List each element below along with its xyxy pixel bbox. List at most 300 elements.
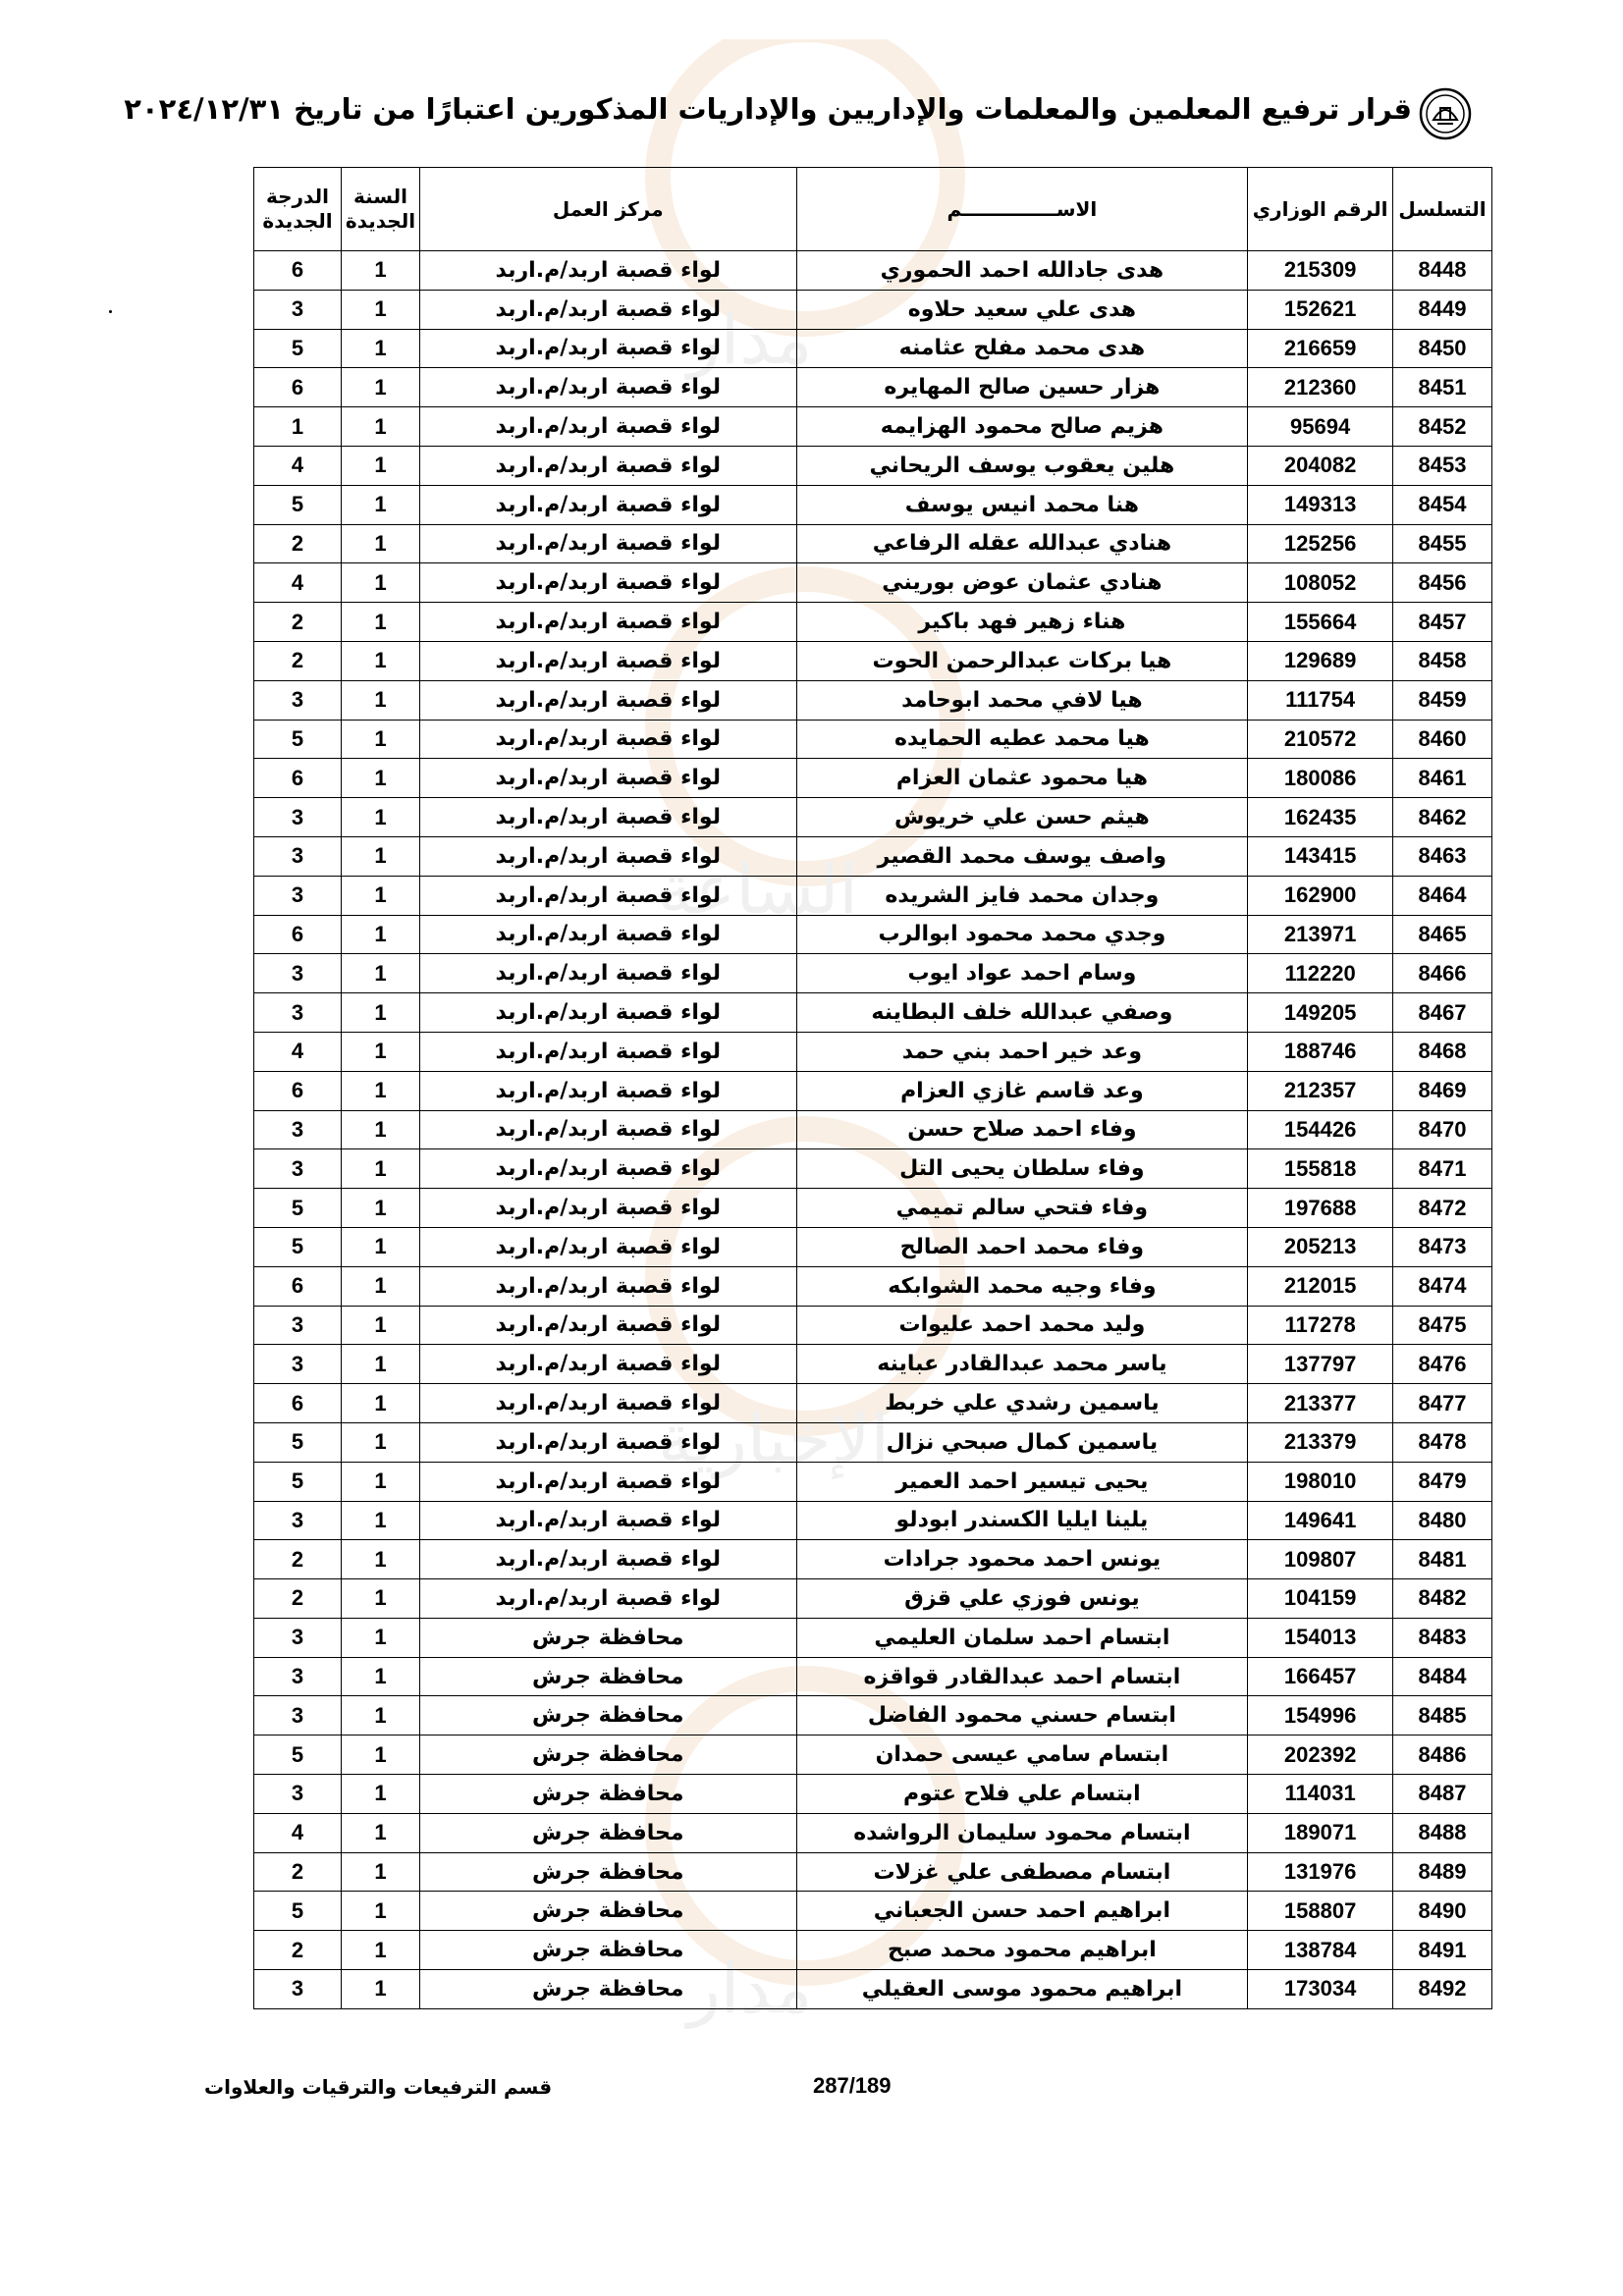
serial-cell: 8464 — [1393, 876, 1492, 915]
table-row — [254, 836, 1492, 876]
serial-cell: 8465 — [1393, 915, 1492, 954]
watermark-text-2: الساعة — [658, 849, 858, 930]
name-cell: هنادي عبدالله عقله الرفاعي — [796, 524, 1248, 563]
serial-cell: 8485 — [1393, 1696, 1492, 1735]
new-grade-cell: 5 — [254, 1227, 342, 1266]
new-grade-cell: 2 — [254, 1852, 342, 1892]
work-center-cell: محافظة جرش — [419, 1775, 796, 1814]
serial-cell: 8472 — [1393, 1189, 1492, 1228]
new-grade-cell: 3 — [254, 1501, 342, 1540]
table-row — [254, 1422, 1492, 1462]
new-grade-cell: 4 — [254, 446, 342, 485]
table-row — [254, 1345, 1492, 1384]
new-grade-cell: 1 — [254, 407, 342, 447]
new-year-cell: 1 — [342, 446, 420, 485]
new-year-cell: 1 — [342, 1813, 420, 1852]
serial-cell: 8459 — [1393, 680, 1492, 720]
table-body — [254, 251, 1492, 2009]
name-cell: وعد خير احمد بني حمد — [796, 1032, 1248, 1071]
ministry-number-cell: 197688 — [1248, 1189, 1393, 1228]
table-row — [254, 1501, 1492, 1540]
new-year-cell: 1 — [342, 641, 420, 680]
serial-cell: 8460 — [1393, 720, 1492, 759]
serial-cell: 8473 — [1393, 1227, 1492, 1266]
new-grade-cell: 2 — [254, 641, 342, 680]
new-year-cell: 1 — [342, 720, 420, 759]
name-cell: ابراهيم محمود محمد صبح — [796, 1931, 1248, 1970]
ministry-number-cell: 95694 — [1248, 407, 1393, 447]
ministry-number-cell: 137797 — [1248, 1345, 1393, 1384]
new-year-cell: 1 — [342, 603, 420, 642]
work-center-cell: لواء قصبة اربد/م.اربد — [419, 1149, 796, 1189]
table-row — [254, 1696, 1492, 1735]
name-cell: هيثم حسن علي خريوش — [796, 798, 1248, 837]
watermark-text-4: مدار — [687, 1949, 813, 2029]
work-center-cell: لواء قصبة اربد/م.اربد — [419, 1306, 796, 1345]
new-year-cell: 1 — [342, 1032, 420, 1071]
serial-cell: 8480 — [1393, 1501, 1492, 1540]
new-grade-cell: 3 — [254, 954, 342, 993]
new-year-cell: 1 — [342, 524, 420, 563]
new-grade-cell: 3 — [254, 1775, 342, 1814]
new-grade-cell: 5 — [254, 1735, 342, 1775]
margin-dot — [109, 310, 112, 313]
serial-cell: 8462 — [1393, 798, 1492, 837]
work-center-cell: محافظة جرش — [419, 1931, 796, 1970]
new-year-cell: 1 — [342, 1501, 420, 1540]
name-cell: ياسر محمد عبدالقادر عباينه — [796, 1345, 1248, 1384]
table-row — [254, 759, 1492, 798]
serial-cell: 8484 — [1393, 1657, 1492, 1696]
new-grade-cell: 5 — [254, 720, 342, 759]
table-header — [254, 168, 1492, 251]
new-grade-cell: 3 — [254, 1970, 342, 2009]
name-cell: هيا محمود عثمان العزام — [796, 759, 1248, 798]
ministry-number-cell: 166457 — [1248, 1657, 1393, 1696]
serial-cell: 8478 — [1393, 1422, 1492, 1462]
work-center-cell: محافظة جرش — [419, 1735, 796, 1775]
new-year-cell: 1 — [342, 329, 420, 368]
work-center-cell: لواء قصبة اربد/م.اربد — [419, 1422, 796, 1462]
table-row — [254, 680, 1492, 720]
table-row — [254, 1384, 1492, 1423]
name-cell: وفاء وجيه محمد الشوابكه — [796, 1266, 1248, 1306]
serial-cell: 8470 — [1393, 1110, 1492, 1149]
work-center-cell: محافظة جرش — [419, 1852, 796, 1892]
new-year-cell: 1 — [342, 1189, 420, 1228]
new-grade-cell: 4 — [254, 1813, 342, 1852]
ministry-number-cell: 216659 — [1248, 329, 1393, 368]
table-row — [254, 1970, 1492, 2009]
new-year-cell: 1 — [342, 1422, 420, 1462]
serial-cell: 8454 — [1393, 485, 1492, 524]
ministry-number-cell: 155818 — [1248, 1149, 1393, 1189]
name-cell: ياسمين رشدي علي خربط — [796, 1384, 1248, 1423]
work-center-cell: لواء قصبة اربد/م.اربد — [419, 1189, 796, 1228]
table-row — [254, 1931, 1492, 1970]
name-cell: وسام احمد عواد ايوب — [796, 954, 1248, 993]
new-grade-cell: 3 — [254, 876, 342, 915]
serial-cell: 8453 — [1393, 446, 1492, 485]
new-year-cell: 1 — [342, 1618, 420, 1657]
serial-cell: 8476 — [1393, 1345, 1492, 1384]
ministry-number-cell: 104159 — [1248, 1579, 1393, 1619]
new-grade-cell: 3 — [254, 798, 342, 837]
table-row — [254, 1892, 1492, 1931]
name-cell: هلين يعقوب يوسف الريحاني — [796, 446, 1248, 485]
work-center-cell: لواء قصبة اربد/م.اربد — [419, 251, 796, 291]
ministry-number-cell: 154996 — [1248, 1696, 1393, 1735]
serial-cell: 8458 — [1393, 641, 1492, 680]
ministry-number-cell: 189071 — [1248, 1813, 1393, 1852]
page-number: 287/189 — [813, 2073, 892, 2098]
name-cell: وفاء احمد صلاح حسن — [796, 1110, 1248, 1149]
new-grade-cell: 2 — [254, 1579, 342, 1619]
watermark-text-1: مدار — [687, 299, 813, 380]
work-center-cell: لواء قصبة اربد/م.اربد — [419, 1579, 796, 1619]
serial-cell: 8452 — [1393, 407, 1492, 447]
name-cell: يلينا ايليا الكسندر ابودلو — [796, 1501, 1248, 1540]
ministry-number-cell: 112220 — [1248, 954, 1393, 993]
name-cell: يونس احمد محمود جرادات — [796, 1540, 1248, 1579]
serial-cell: 8474 — [1393, 1266, 1492, 1306]
work-center-cell: لواء قصبة اربد/م.اربد — [419, 680, 796, 720]
table-row — [254, 954, 1492, 993]
new-grade-cell: 3 — [254, 1696, 342, 1735]
table-row — [254, 1540, 1492, 1579]
table-row — [254, 1852, 1492, 1892]
header-name: الاســــــــــــــم — [796, 168, 1248, 251]
name-cell: ابتسام احمد عبدالقادر قواقزه — [796, 1657, 1248, 1696]
new-year-cell: 1 — [342, 1540, 420, 1579]
serial-cell: 8489 — [1393, 1852, 1492, 1892]
name-cell: ابتسام علي فلاح عتوم — [796, 1775, 1248, 1814]
work-center-cell: لواء قصبة اربد/م.اربد — [419, 1071, 796, 1110]
table-row — [254, 1462, 1492, 1501]
new-year-cell: 1 — [342, 1110, 420, 1149]
work-center-cell: لواء قصبة اربد/م.اربد — [419, 1345, 796, 1384]
table-row — [254, 720, 1492, 759]
table-row — [254, 1149, 1492, 1189]
new-grade-cell: 5 — [254, 1462, 342, 1501]
name-cell: هيا لافي محمد ابوحامد — [796, 680, 1248, 720]
work-center-cell: لواء قصبة اربد/م.اربد — [419, 1501, 796, 1540]
serial-cell: 8456 — [1393, 563, 1492, 603]
name-cell: وجدي محمد محمود ابوالرب — [796, 915, 1248, 954]
ministry-number-cell: 108052 — [1248, 563, 1393, 603]
serial-cell: 8457 — [1393, 603, 1492, 642]
ministry-number-cell: 154426 — [1248, 1110, 1393, 1149]
name-cell: وفاء محمد احمد الصالح — [796, 1227, 1248, 1266]
ministry-number-cell: 114031 — [1248, 1775, 1393, 1814]
ministry-number-cell: 125256 — [1248, 524, 1393, 563]
serial-cell: 8490 — [1393, 1892, 1492, 1931]
table-row — [254, 1266, 1492, 1306]
name-cell: يحيى تيسير احمد العمير — [796, 1462, 1248, 1501]
name-cell: هدى محمد مفلح عثامنه — [796, 329, 1248, 368]
work-center-cell: لواء قصبة اربد/م.اربد — [419, 641, 796, 680]
table-row — [254, 1110, 1492, 1149]
name-cell: وصفي عبدالله خلف البطاينه — [796, 993, 1248, 1033]
new-grade-cell: 6 — [254, 251, 342, 291]
serial-cell: 8449 — [1393, 290, 1492, 329]
new-grade-cell: 2 — [254, 1540, 342, 1579]
table-row — [254, 407, 1492, 447]
name-cell: هزار حسين صالح المهايره — [796, 368, 1248, 407]
new-year-cell: 1 — [342, 1696, 420, 1735]
work-center-cell: لواء قصبة اربد/م.اربد — [419, 915, 796, 954]
serial-cell: 8482 — [1393, 1579, 1492, 1619]
header-work-center: مركز العمل — [419, 168, 796, 251]
name-cell: ابتسام احمد سلمان العليمي — [796, 1618, 1248, 1657]
work-center-cell: لواء قصبة اربد/م.اربد — [419, 329, 796, 368]
new-grade-cell: 3 — [254, 993, 342, 1033]
work-center-cell: لواء قصبة اربد/م.اربد — [419, 1540, 796, 1579]
table-row — [254, 446, 1492, 485]
ministry-number-cell: 202392 — [1248, 1735, 1393, 1775]
work-center-cell: لواء قصبة اربد/م.اربد — [419, 563, 796, 603]
name-cell: هيا بركات عبدالرحمن الحوت — [796, 641, 1248, 680]
serial-cell: 8463 — [1393, 836, 1492, 876]
serial-cell: 8488 — [1393, 1813, 1492, 1852]
table-row — [254, 290, 1492, 329]
new-grade-cell: 3 — [254, 290, 342, 329]
new-year-cell: 1 — [342, 1579, 420, 1619]
serial-cell: 8461 — [1393, 759, 1492, 798]
table-row — [254, 1618, 1492, 1657]
ministry-number-cell: 212357 — [1248, 1071, 1393, 1110]
new-year-cell: 1 — [342, 993, 420, 1033]
department-name: قسم الترفيعات والترقيات والعلاوات — [204, 2075, 553, 2099]
new-grade-cell: 2 — [254, 603, 342, 642]
table-row — [254, 1579, 1492, 1619]
document-header — [124, 86, 1473, 141]
serial-cell: 8492 — [1393, 1970, 1492, 2009]
ministry-number-cell: 149641 — [1248, 1501, 1393, 1540]
new-year-cell: 1 — [342, 1266, 420, 1306]
new-year-cell: 1 — [342, 1735, 420, 1775]
new-year-cell: 1 — [342, 1970, 420, 2009]
table-row — [254, 1657, 1492, 1696]
new-grade-cell: 4 — [254, 1032, 342, 1071]
serial-cell: 8471 — [1393, 1149, 1492, 1189]
work-center-cell: لواء قصبة اربد/م.اربد — [419, 798, 796, 837]
new-year-cell: 1 — [342, 1227, 420, 1266]
ministry-number-cell: 188746 — [1248, 1032, 1393, 1071]
work-center-cell: محافظة جرش — [419, 1813, 796, 1852]
header-new-year: السنة الجديدة — [342, 168, 420, 251]
name-cell: وفاء فتحي سالم تميمي — [796, 1189, 1248, 1228]
work-center-cell: لواء قصبة اربد/م.اربد — [419, 836, 796, 876]
work-center-cell: لواء قصبة اربد/م.اربد — [419, 993, 796, 1033]
table-row — [254, 1071, 1492, 1110]
new-year-cell: 1 — [342, 251, 420, 291]
ministry-number-cell: 173034 — [1248, 1970, 1393, 2009]
ministry-number-cell: 149313 — [1248, 485, 1393, 524]
new-grade-cell: 3 — [254, 1345, 342, 1384]
new-year-cell: 1 — [342, 954, 420, 993]
serial-cell: 8481 — [1393, 1540, 1492, 1579]
new-year-cell: 1 — [342, 1306, 420, 1345]
work-center-cell: محافظة جرش — [419, 1618, 796, 1657]
ministry-number-cell: 198010 — [1248, 1462, 1393, 1501]
serial-cell: 8450 — [1393, 329, 1492, 368]
ministry-number-cell: 213379 — [1248, 1422, 1393, 1462]
ministry-number-cell: 152621 — [1248, 290, 1393, 329]
work-center-cell: لواء قصبة اربد/م.اربد — [419, 407, 796, 447]
ministry-number-cell: 210572 — [1248, 720, 1393, 759]
name-cell: هناء زهير فهد باكير — [796, 603, 1248, 642]
name-cell: ابراهيم محمود موسى العقيلي — [796, 1970, 1248, 2009]
serial-cell: 8483 — [1393, 1618, 1492, 1657]
table-row — [254, 1775, 1492, 1814]
ministry-number-cell: 143415 — [1248, 836, 1393, 876]
new-grade-cell: 6 — [254, 915, 342, 954]
table-row — [254, 603, 1492, 642]
ministry-number-cell: 131976 — [1248, 1852, 1393, 1892]
new-year-cell: 1 — [342, 1931, 420, 1970]
work-center-cell: لواء قصبة اربد/م.اربد — [419, 1384, 796, 1423]
name-cell: يونس فوزي علي قزق — [796, 1579, 1248, 1619]
new-grade-cell: 3 — [254, 1110, 342, 1149]
table-row — [254, 641, 1492, 680]
new-year-cell: 1 — [342, 1892, 420, 1931]
jordan-emblem-icon — [1418, 86, 1473, 141]
ministry-number-cell: 162435 — [1248, 798, 1393, 837]
work-center-cell: لواء قصبة اربد/م.اربد — [419, 603, 796, 642]
table-row — [254, 1189, 1492, 1228]
new-year-cell: 1 — [342, 563, 420, 603]
ministry-number-cell: 129689 — [1248, 641, 1393, 680]
new-grade-cell: 6 — [254, 1384, 342, 1423]
serial-cell: 8479 — [1393, 1462, 1492, 1501]
work-center-cell: لواء قصبة اربد/م.اربد — [419, 720, 796, 759]
ministry-number-cell: 162900 — [1248, 876, 1393, 915]
new-year-cell: 1 — [342, 407, 420, 447]
promotion-table — [253, 167, 1492, 2009]
new-grade-cell: 5 — [254, 485, 342, 524]
ministry-number-cell: 212015 — [1248, 1266, 1393, 1306]
ministry-number-cell: 204082 — [1248, 446, 1393, 485]
new-grade-cell: 2 — [254, 1931, 342, 1970]
new-year-cell: 1 — [342, 1384, 420, 1423]
ministry-number-cell: 117278 — [1248, 1306, 1393, 1345]
name-cell: واصف يوسف محمد القصير — [796, 836, 1248, 876]
ministry-number-cell: 109807 — [1248, 1540, 1393, 1579]
new-grade-cell: 3 — [254, 680, 342, 720]
ministry-number-cell: 138784 — [1248, 1931, 1393, 1970]
table-row — [254, 1227, 1492, 1266]
name-cell: ابتسام حسني محمود الفاضل — [796, 1696, 1248, 1735]
new-grade-cell: 3 — [254, 1306, 342, 1345]
new-year-cell: 1 — [342, 915, 420, 954]
new-year-cell: 1 — [342, 1775, 420, 1814]
ministry-number-cell: 180086 — [1248, 759, 1393, 798]
new-year-cell: 1 — [342, 1657, 420, 1696]
serial-cell: 8455 — [1393, 524, 1492, 563]
name-cell: هيا محمد عطيه الحمايده — [796, 720, 1248, 759]
ministry-number-cell: 111754 — [1248, 680, 1393, 720]
work-center-cell: لواء قصبة اربد/م.اربد — [419, 1462, 796, 1501]
table-row — [254, 993, 1492, 1033]
new-year-cell: 1 — [342, 836, 420, 876]
serial-cell: 8475 — [1393, 1306, 1492, 1345]
new-grade-cell: 5 — [254, 1892, 342, 1931]
work-center-cell: محافظة جرش — [419, 1696, 796, 1735]
name-cell: ابراهيم احمد حسن الجعباني — [796, 1892, 1248, 1931]
new-grade-cell: 6 — [254, 368, 342, 407]
new-grade-cell: 3 — [254, 1657, 342, 1696]
table-row — [254, 368, 1492, 407]
new-grade-cell: 3 — [254, 836, 342, 876]
new-year-cell: 1 — [342, 876, 420, 915]
ministry-number-cell: 155664 — [1248, 603, 1393, 642]
new-year-cell: 1 — [342, 680, 420, 720]
serial-cell: 8491 — [1393, 1931, 1492, 1970]
name-cell: هزيم صالح محمود الهزايمه — [796, 407, 1248, 447]
serial-cell: 8469 — [1393, 1071, 1492, 1110]
serial-cell: 8451 — [1393, 368, 1492, 407]
name-cell: ابتسام محمود سليمان الرواشده — [796, 1813, 1248, 1852]
table-row — [254, 1813, 1492, 1852]
header-serial: التسلسل — [1393, 168, 1492, 251]
ministry-number-cell: 149205 — [1248, 993, 1393, 1033]
table-row — [254, 1032, 1492, 1071]
serial-cell: 8477 — [1393, 1384, 1492, 1423]
watermark-text-3: الإخبارية — [658, 1399, 890, 1479]
new-year-cell: 1 — [342, 1852, 420, 1892]
header-ministry-number: الرقم الوزاري — [1248, 168, 1393, 251]
name-cell: ابتسام سامي عيسى حمدان — [796, 1735, 1248, 1775]
new-grade-cell: 3 — [254, 1618, 342, 1657]
work-center-cell: لواء قصبة اربد/م.اربد — [419, 290, 796, 329]
table-row — [254, 251, 1492, 291]
ministry-number-cell: 212360 — [1248, 368, 1393, 407]
name-cell: ابتسام مصطفى علي غزلات — [796, 1852, 1248, 1892]
new-year-cell: 1 — [342, 1462, 420, 1501]
name-cell: وعد قاسم غازي العزام — [796, 1071, 1248, 1110]
work-center-cell: لواء قصبة اربد/م.اربد — [419, 1266, 796, 1306]
table-row — [254, 524, 1492, 563]
new-grade-cell: 3 — [254, 1149, 342, 1189]
ministry-number-cell: 205213 — [1248, 1227, 1393, 1266]
new-grade-cell: 6 — [254, 1071, 342, 1110]
work-center-cell: لواء قصبة اربد/م.اربد — [419, 368, 796, 407]
serial-cell: 8448 — [1393, 251, 1492, 291]
work-center-cell: محافظة جرش — [419, 1657, 796, 1696]
new-grade-cell: 4 — [254, 563, 342, 603]
work-center-cell: لواء قصبة اربد/م.اربد — [419, 524, 796, 563]
table-row — [254, 798, 1492, 837]
name-cell: وفاء سلطان يحيى التل — [796, 1149, 1248, 1189]
new-grade-cell: 6 — [254, 759, 342, 798]
work-center-cell: لواء قصبة اربد/م.اربد — [419, 1227, 796, 1266]
new-year-cell: 1 — [342, 798, 420, 837]
name-cell: ياسمين كمال صبحي نزال — [796, 1422, 1248, 1462]
new-year-cell: 1 — [342, 1149, 420, 1189]
table-row — [254, 563, 1492, 603]
header-new-grade: الدرجة الجديدة — [254, 168, 342, 251]
ministry-number-cell: 154013 — [1248, 1618, 1393, 1657]
ministry-number-cell: 213377 — [1248, 1384, 1393, 1423]
table-row — [254, 485, 1492, 524]
serial-cell: 8487 — [1393, 1775, 1492, 1814]
name-cell: وجدان محمد فايز الشريده — [796, 876, 1248, 915]
work-center-cell: محافظة جرش — [419, 1970, 796, 2009]
new-year-cell: 1 — [342, 368, 420, 407]
serial-cell: 8468 — [1393, 1032, 1492, 1071]
new-year-cell: 1 — [342, 1071, 420, 1110]
